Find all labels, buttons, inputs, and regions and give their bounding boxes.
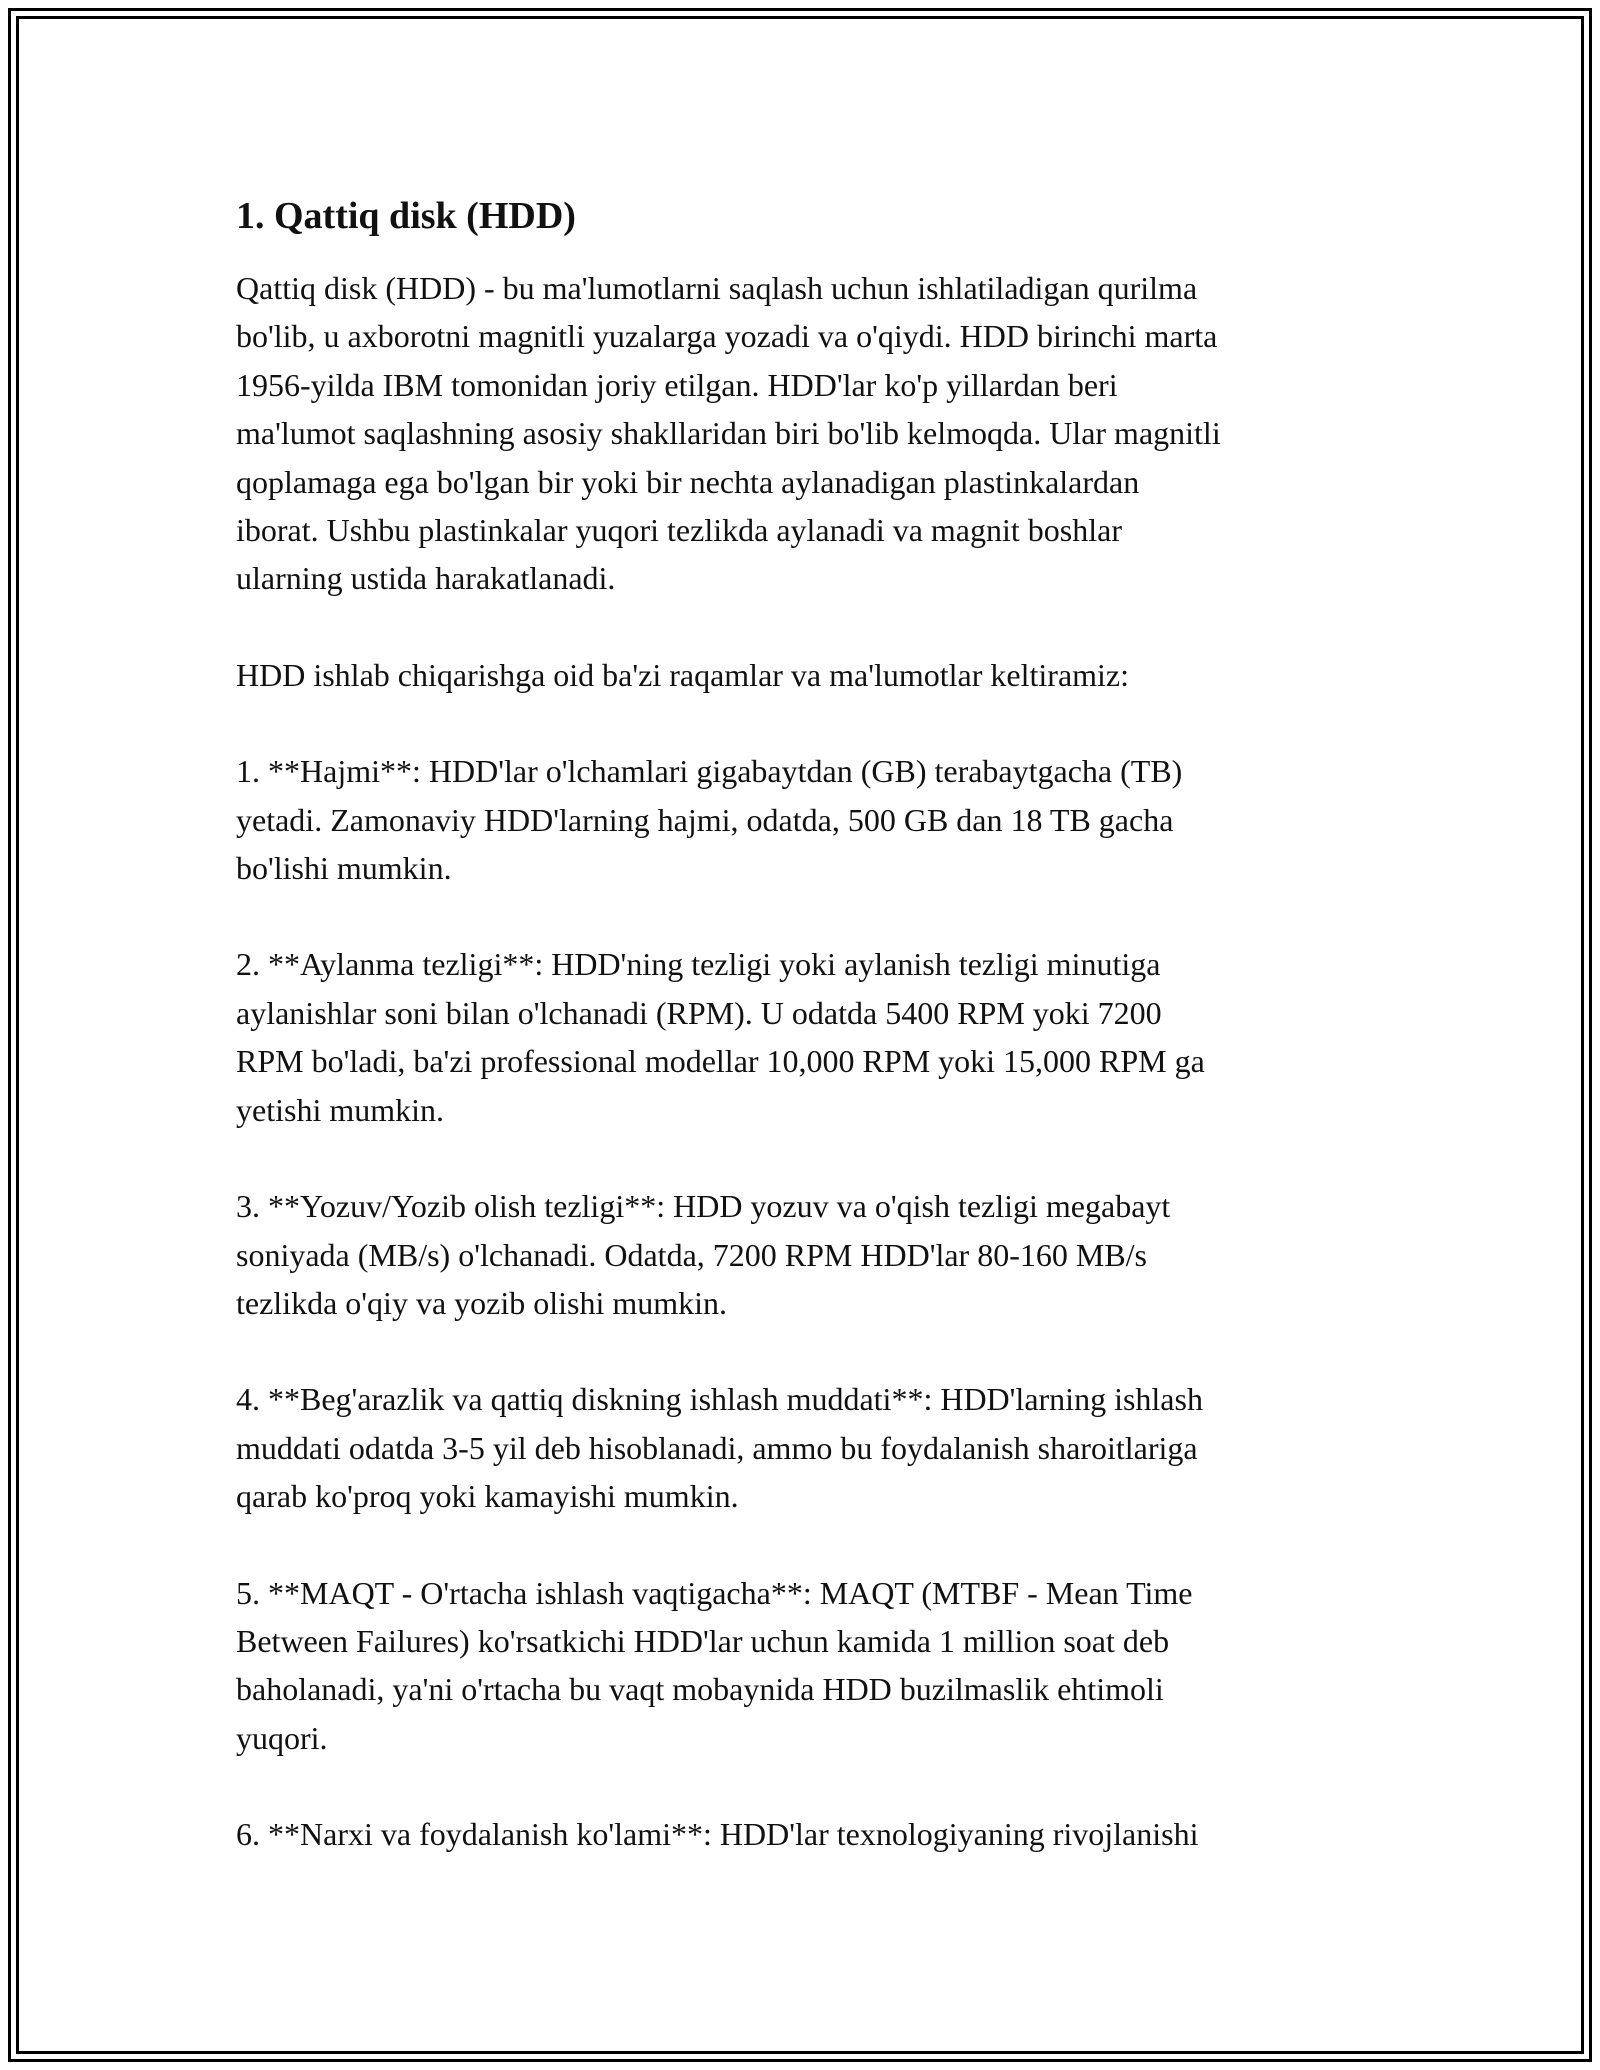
list-item-read-write-speed: 3. **Yozuv/Yozib olish tezligi**: HDD yozuv va o'qish tezligi megabayt soniyada (MB/s) o'lchanadi. Odatda, 7200 RPM HDD'lar 80-160 MB/s tezlikda o'qiy va yozib olishi mumkin. (236, 1188, 1171, 1321)
list-item-rotation-speed: 2. **Aylanma tezligi**: HDD'ning tezligi yoki aylanish tezligi minutiga aylanishlar soni bilan o'lchanadi (RPM). U odatda 5400 RPM yoki 7200 RPM bo'ladi, ba'zi professional modellar 10,000 RPM yoki 15,000 RPM ga yetishi mumkin. (236, 946, 1205, 1128)
section-heading: 1. Qattiq disk (HDD) (236, 195, 576, 237)
list-item-mtbf: 5. **MAQT - O'rtacha ishlash vaqtigacha**: MAQT (MTBF - Mean Time Between Failures) ko'rsatkichi HDD'lar uchun kamida 1 million soat deb baholanadi, ya'ni o'rtacha bu vaqt mobaynida HDD buzilmaslik ehtimoli yuqori. (236, 1574, 1193, 1756)
document-body (236, 190, 1386, 1907)
list-item-capacity: 1. **Hajmi**: HDD'lar o'lchamlari gigabaytdan (GB) terabaytgacha (TB) yetadi. Zamonaviy HDD'larning hajmi, odatda, 500 GB dan 18 TB gacha bo'lishi mumkin. (236, 753, 1183, 887)
list-item-lifespan: 4. **Beg'arazlik va qattiq diskning ishlash muddati**: HDD'larning ishlash muddati odatda 3-5 yil deb hisoblanadi, ammo bu foydalanish sharoitlariga qarab ko'proq yoki kamayishi mumkin. (236, 1381, 1203, 1515)
list-item-price: 6. **Narxi va foydalanish ko'lami**: HDD'lar texnologiyaning rivojlanishi (236, 1816, 1199, 1853)
list-intro-paragraph: HDD ishlab chiqarishga oid ba'zi raqamlar va ma'lumotlar keltiramiz: (236, 656, 1130, 693)
intro-paragraph: Qattiq disk (HDD) - bu ma'lumotlarni saqlash uchun ishlatiladigan qurilma bo'lib, u axborotni magnitli yuzalarga yozadi va o'qiydi. HDD birinchi marta 1956-yilda IBM tomonidan joriy etilgan. HDD'lar ko'p yillardan beri ma'lumot saqlashning asosiy shakllaridan biri bo'lib kelmoqda. Ular magnitli qoplamaga ega bo'lgan bir yoki bir nechta aylanadigan plastinkalardan iborat. Ushbu plastinkalar yuqori tezlikda aylanadi va magnit boshlar ularning ustida harakatlanadi. (236, 270, 1221, 597)
